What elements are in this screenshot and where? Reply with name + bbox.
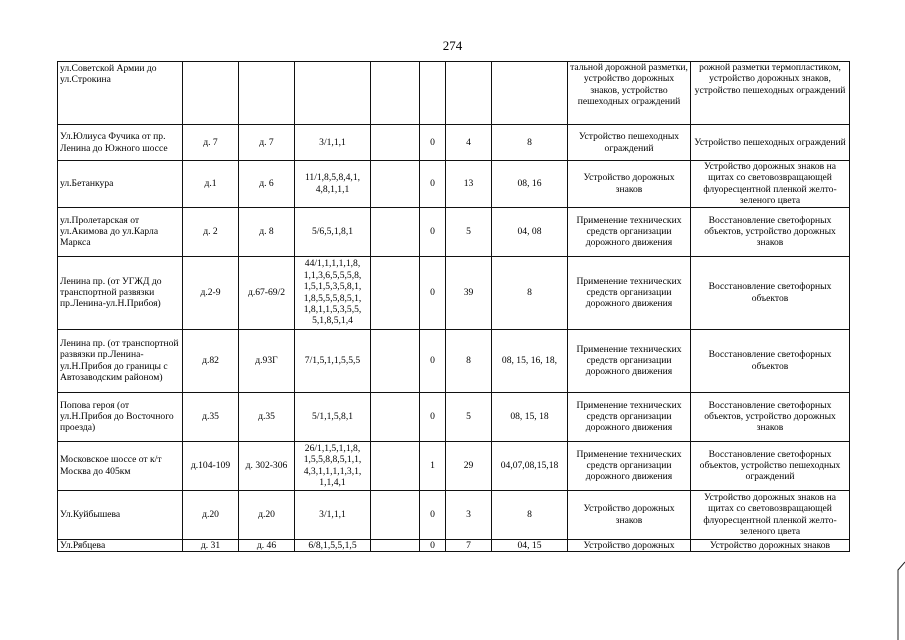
house-from-cell: д.35 [183, 392, 239, 441]
signs-cell: 5/6,5,1,8,1 [295, 207, 371, 256]
empty-cell [371, 161, 420, 208]
col7-cell: 3 [446, 490, 492, 539]
street-cell: ул.Бетанкура [58, 161, 183, 208]
col7-cell: 5 [446, 207, 492, 256]
measures-cell: Устройство пешеходных ограждений [568, 125, 691, 161]
house-to-cell: д.20 [239, 490, 295, 539]
table-row [58, 441, 850, 490]
house-to-cell: д.35 [239, 392, 295, 441]
col6-cell: 0 [420, 125, 446, 161]
col6-cell: 0 [420, 207, 446, 256]
house-from-cell: д.82 [183, 329, 239, 392]
col8-cell: 04, 08 [492, 207, 568, 256]
house-to-cell: д.93Г [239, 329, 295, 392]
table-row [58, 161, 850, 208]
street-cell: ул.Советской Армии до ул.Строкина [58, 62, 183, 125]
measures-cell: Устройство дорожных [568, 539, 691, 551]
signs-cell: 11/1,8,5,8,4,1, 4,8,1,1,1 [295, 161, 371, 208]
signs-cell: 7/1,5,1,1,5,5,5 [295, 329, 371, 392]
measures-cell: Применение технических средств организации дорожного движения [568, 392, 691, 441]
street-cell: Попова героя (от ул.Н.Прибоя до Восточного проезда) [58, 392, 183, 441]
empty-cell [371, 392, 420, 441]
table-row [58, 125, 850, 161]
empty-cell [371, 329, 420, 392]
table-row [58, 490, 850, 539]
works-cell: Устройство дорожных знаков на щитах со световозвращающей флуоресцентной пленкой желто-зеленого цвета [691, 161, 850, 208]
signs-cell: 26/1,1,5,1,1,8, 1,5,5,8,8,5,1,1, 4,3,1,1,1,1,3,1, 1,1,4,1 [295, 441, 371, 490]
empty-cell [371, 441, 420, 490]
works-cell: Восстановление светофорных объектов, устройство пешеходных ограждений [691, 441, 850, 490]
street-cell: Ленина пр. (от УГЖД до транспортной развязки пр.Ленина-ул.Н.Прибоя) [58, 256, 183, 329]
house-to-cell: д. 302-306 [239, 441, 295, 490]
col6-cell: 0 [420, 539, 446, 551]
signs-cell [295, 62, 371, 125]
empty-cell [371, 539, 420, 551]
house-to-cell: д. 46 [239, 539, 295, 551]
col7-cell: 13 [446, 161, 492, 208]
measures-cell: Применение технических средств организации дорожного движения [568, 329, 691, 392]
col6-cell: 0 [420, 161, 446, 208]
table-row [58, 207, 850, 256]
col7-cell: 5 [446, 392, 492, 441]
col8-cell: 8 [492, 490, 568, 539]
house-to-cell [239, 62, 295, 125]
col7-cell: 8 [446, 329, 492, 392]
measures-cell: Применение технических средств организации дорожного движения [568, 207, 691, 256]
empty-cell [371, 125, 420, 161]
col8-cell: 08, 15, 18 [492, 392, 568, 441]
measures-cell: Применение технических средств организации дорожного движения [568, 441, 691, 490]
signs-cell: 5/1,1,5,8,1 [295, 392, 371, 441]
measures-cell: Устройство дорожных знаков [568, 161, 691, 208]
col6-cell [420, 62, 446, 125]
col6-cell: 0 [420, 329, 446, 392]
house-to-cell: д.67-69/2 [239, 256, 295, 329]
street-cell: Ленина пр. (от транспортной развязки пр.Ленина-ул.Н.Прибоя до границы с Автозаводским районом) [58, 329, 183, 392]
works-cell: Восстановление светофорных объектов, устройство дорожных знаков [691, 207, 850, 256]
street-cell: Ул.Куйбышева [58, 490, 183, 539]
works-cell: Устройство дорожных знаков на щитах со световозвращающей флуоресцентной пленкой желто-зеленого цвета [691, 490, 850, 539]
col8-cell: 04, 15 [492, 539, 568, 551]
works-cell: Устройство пешеходных ограждений [691, 125, 850, 161]
table-row [58, 539, 850, 551]
col7-cell: 7 [446, 539, 492, 551]
house-from-cell [183, 62, 239, 125]
measures-cell: Применение технических средств организации дорожного движения [568, 256, 691, 329]
measures-cell: Устройство дорожных знаков [568, 490, 691, 539]
house-from-cell: д.2-9 [183, 256, 239, 329]
works-cell: Восстановление светофорных объектов [691, 256, 850, 329]
empty-cell [371, 490, 420, 539]
works-cell: рожной разметки термопластиком, устройство дорожных знаков, устройство пешеходных ограждений [691, 62, 850, 125]
col8-cell: 08, 16 [492, 161, 568, 208]
col8-cell: 8 [492, 256, 568, 329]
street-cell: ул.Пролетарская от ул.Акимова до ул.Карла Маркса [58, 207, 183, 256]
house-from-cell: д.20 [183, 490, 239, 539]
col6-cell: 1 [420, 441, 446, 490]
house-to-cell: д. 8 [239, 207, 295, 256]
signs-cell: 3/1,1,1 [295, 490, 371, 539]
signs-cell: 3/1,1,1 [295, 125, 371, 161]
table-row [58, 62, 850, 125]
col7-cell: 4 [446, 125, 492, 161]
col7-cell: 29 [446, 441, 492, 490]
col8-cell [492, 62, 568, 125]
scan-edge-mark [895, 560, 905, 640]
house-from-cell: д. 31 [183, 539, 239, 551]
table-row [58, 329, 850, 392]
signs-cell: 6/8,1,5,5,1,5 [295, 539, 371, 551]
works-cell: Восстановление светофорных объектов, устройство дорожных знаков [691, 392, 850, 441]
col8-cell: 8 [492, 125, 568, 161]
col6-cell: 0 [420, 392, 446, 441]
signs-cell: 44/1,1,1,1,1,8, 1,1,3,6,5,5,5,8, 1,5,1,5,3,5,8,1, 1,8,5,5,5,8,5,1, 1,8,1,1,5,3,5,5, 5,1,8,5,1,4 [295, 256, 371, 329]
house-from-cell: д.1 [183, 161, 239, 208]
col6-cell: 0 [420, 490, 446, 539]
empty-cell [371, 207, 420, 256]
street-cell: Ул.Юлиуса Фучика от пр. Ленина до Южного шоссе [58, 125, 183, 161]
col8-cell: 08, 15, 16, 18, [492, 329, 568, 392]
works-cell: Устройство дорожных знаков [691, 539, 850, 551]
street-cell: Московское шоссе от к/т Москва до 405км [58, 441, 183, 490]
col7-cell: 39 [446, 256, 492, 329]
roads-table [57, 61, 850, 552]
page-number: 274 [442, 38, 463, 53]
empty-cell [371, 62, 420, 125]
house-to-cell: д. 6 [239, 161, 295, 208]
house-from-cell: д. 2 [183, 207, 239, 256]
col7-cell [446, 62, 492, 125]
house-to-cell: д. 7 [239, 125, 295, 161]
table-row [58, 256, 850, 329]
house-from-cell: д. 7 [183, 125, 239, 161]
measures-cell: тальной дорожной разметки, устройство дорожных знаков, устройство пешеходных ограждений [568, 62, 691, 125]
street-cell: Ул.Рябцева [58, 539, 183, 551]
house-from-cell: д.104-109 [183, 441, 239, 490]
works-cell: Восстановление светофорных объектов [691, 329, 850, 392]
col6-cell: 0 [420, 256, 446, 329]
table-row [58, 392, 850, 441]
col8-cell: 04,07,08,15,18 [492, 441, 568, 490]
empty-cell [371, 256, 420, 329]
